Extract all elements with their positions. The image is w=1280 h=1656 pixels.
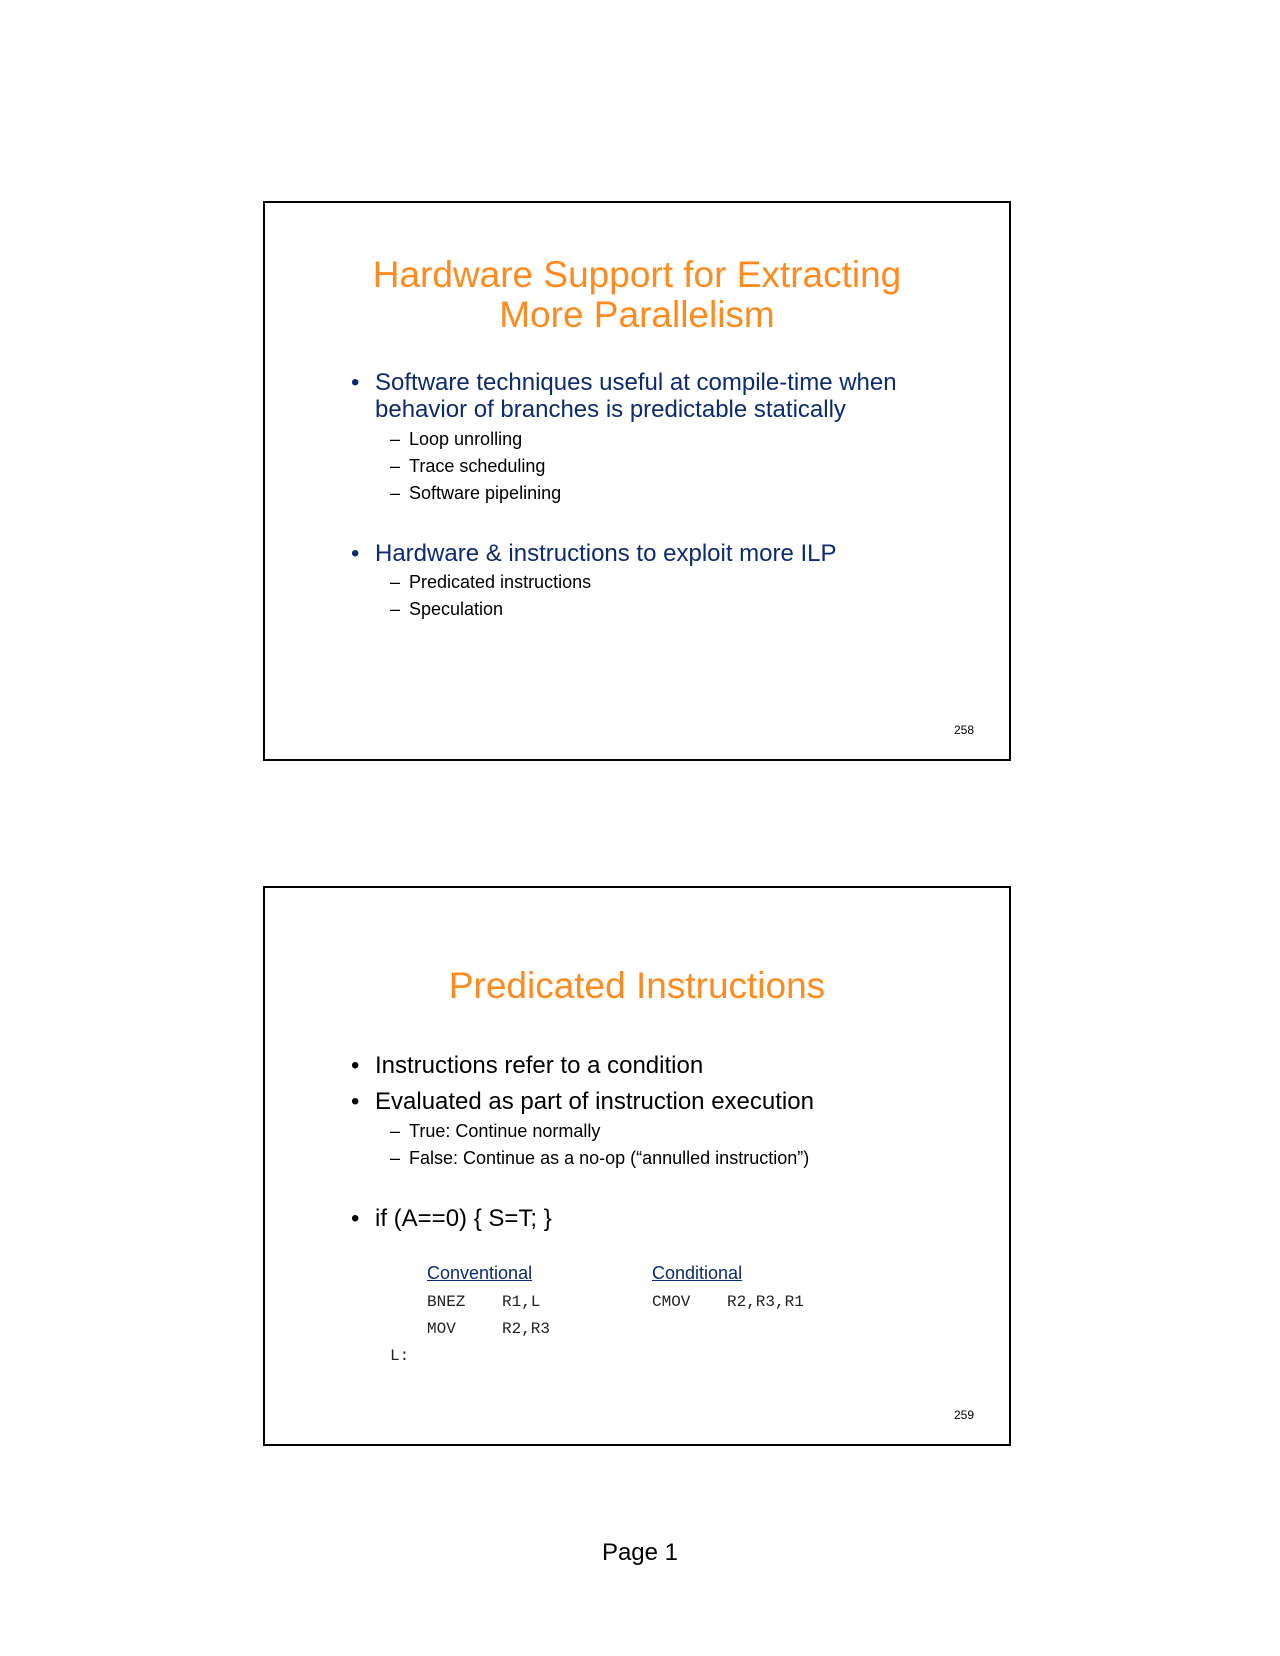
sub-item: – False: Continue as a no-op (“annulled instruction”) [390,1148,810,1168]
code-label: L: [390,1347,410,1365]
slide-title: Predicated Instructions [448,965,826,1006]
slide-number: 259 [953,1408,974,1422]
code-op: CMOV [652,1293,691,1311]
sub-item: – True: Continue normally [390,1121,601,1141]
bullet-text: Instructions refer to a condition [375,1052,704,1079]
slide-259 [263,886,1011,1446]
code-op: MOV [427,1320,456,1338]
bullet-text: if (A==0) { S=T; } [375,1205,552,1232]
code-args: R1,L [502,1293,541,1311]
bullet-if-statement [351,1205,969,1232]
bullet-hardware-instructions [351,540,969,567]
conventional-header: Conventional [427,1263,533,1283]
bullet-text: Evaluated as part of instruction execution [375,1088,814,1115]
slide-258 [263,201,1011,761]
page-footer: Page 1 [601,1539,679,1566]
conditional-header: Conditional [652,1263,743,1283]
title-line-1: Hardware Support for Extracting [372,254,902,295]
title-line-2: More Parallelism [499,294,775,335]
bullet-condition [351,1052,969,1079]
bullet-evaluated [351,1088,969,1115]
bullet-dot-icon: • [351,1205,360,1232]
sub-item: – Trace scheduling [390,456,546,476]
sub-item: – Loop unrolling [390,429,523,449]
sub-item: – Predicated instructions [390,572,592,592]
slide-number: 258 [953,723,974,737]
sub-item: – Software pipelining [390,483,562,503]
code-args: R2,R3,R1 [727,1293,804,1311]
slide-title [265,255,1009,335]
code-args: R2,R3 [502,1320,551,1338]
sub-item: – Speculation [390,599,504,619]
bullet-dot-icon: • [351,369,360,396]
bullet-dot-icon: • [351,1088,360,1115]
bullet-dot-icon: • [351,1052,360,1079]
bullet-dot-icon: • [351,540,360,567]
bullet-software-techniques [351,369,969,423]
bullet-text: Software techniques useful at compile-time when behavior of branches is predictable statically [375,369,897,423]
code-op: BNEZ [427,1293,466,1311]
bullet-text: Hardware & instructions to exploit more ILP [375,540,837,567]
